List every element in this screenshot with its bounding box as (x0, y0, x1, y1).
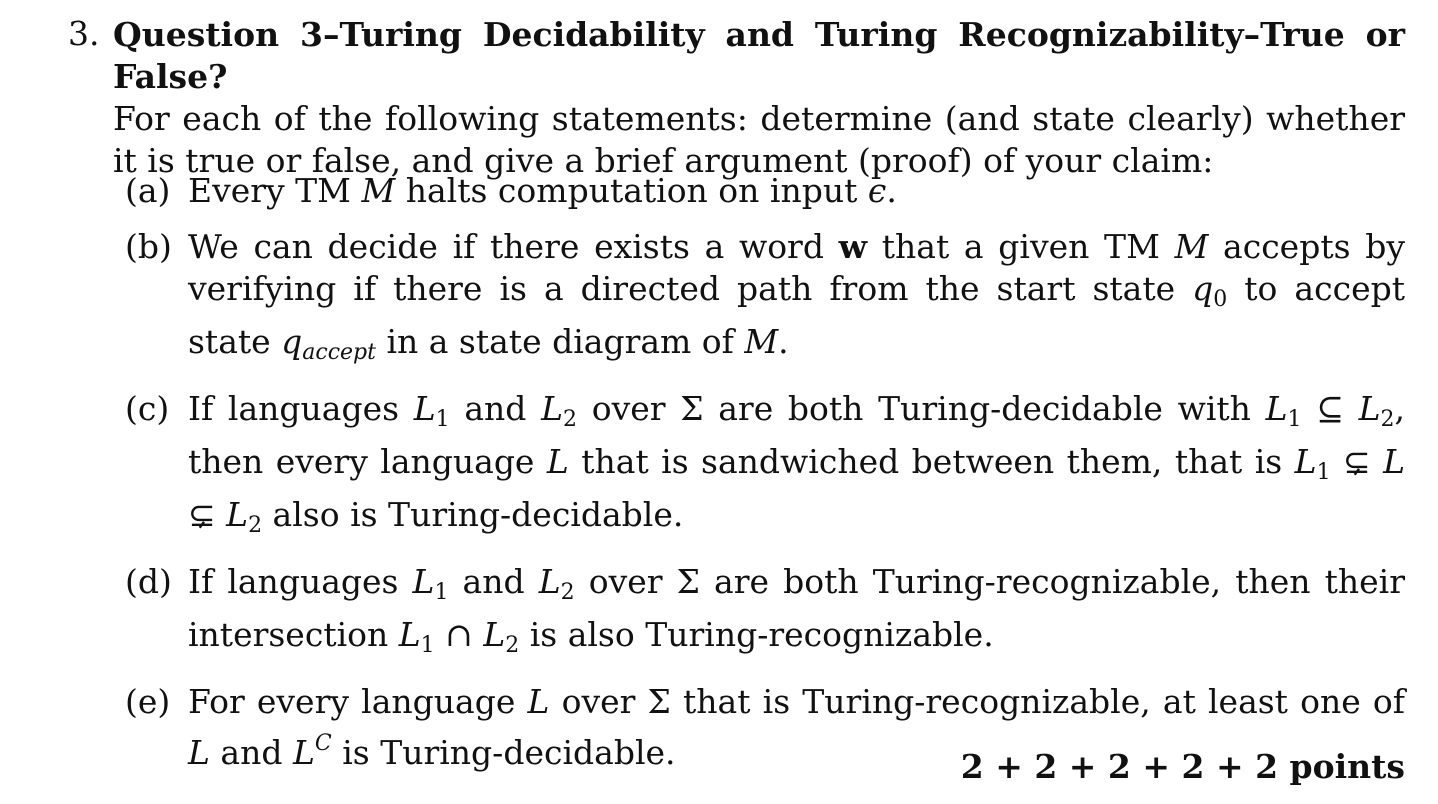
math-symbol: M (744, 322, 779, 361)
math-subscript: 1 (1287, 407, 1302, 432)
text-segment: halts computation on input (395, 171, 868, 210)
math-symbol: w (838, 227, 868, 266)
math-symbol: L (1358, 389, 1381, 428)
statement-c-text (188, 389, 1405, 538)
math-subscript: accept (302, 340, 376, 365)
text-segment: is Turing-decidable. (331, 733, 676, 772)
text-segment: and (209, 733, 293, 772)
text-segment: . (778, 322, 789, 361)
math-symbol: L (412, 562, 435, 601)
statement-a-text (188, 171, 897, 210)
math-subscript: 2 (560, 580, 575, 605)
math-superscript: C (314, 731, 332, 756)
math-symbol: L (527, 682, 550, 721)
text-segment: If languages (188, 562, 413, 601)
math-symbol: L (1294, 442, 1317, 481)
statement-d-label: (d) (125, 562, 172, 601)
statement-c-label: (c) (125, 389, 170, 428)
math-symbol: M (1174, 227, 1209, 266)
math-symbol: L (188, 733, 210, 772)
text-segment: also is Turing-decidable. (262, 495, 684, 534)
statement-b-label: (b) (125, 227, 172, 266)
math-subscript: 2 (505, 633, 520, 658)
math-symbol: Σ (647, 682, 671, 721)
math-symbol: L (541, 389, 564, 428)
question-header (113, 14, 1405, 182)
statement-d (125, 561, 1405, 667)
text-segment: that is Turing-recognizable, at least one of (670, 682, 1405, 721)
question-title: Question 3–Turing Decidability and Turing Recognizability–True or False? (113, 15, 1405, 96)
text-segment: is also Turing-recognizable. (519, 615, 994, 654)
math-operator: ⊆ (1301, 389, 1359, 428)
statement-d-text (188, 562, 1405, 658)
math-symbol: L (226, 495, 249, 534)
math-symbol: M (361, 171, 396, 210)
math-symbol: L (1265, 389, 1288, 428)
question-intro: For each of the following statements: determine (and state clearly) whether it is true or false, and give a brief argument (proof) of your claim: (113, 99, 1405, 180)
text-segment: accepts by verifying if there is a directed path from the start state (188, 227, 1405, 308)
math-symbol: L (398, 615, 421, 654)
statement-list (125, 170, 1405, 788)
statement-c (125, 388, 1405, 547)
text-segment: For every language (188, 682, 528, 721)
math-symbol: Σ (676, 562, 700, 601)
text-segment: over (574, 562, 677, 601)
math-symbol: L (413, 389, 436, 428)
math-symbol: L (538, 562, 561, 601)
statement-e-label: (e) (125, 682, 171, 721)
math-subscript: 1 (1316, 460, 1331, 485)
text-segment: that is sandwiched between them, that is (568, 442, 1295, 481)
math-subscript: 2 (1380, 407, 1395, 432)
math-symbol: ϵ (867, 171, 887, 210)
math-symbol: L (292, 733, 315, 772)
text-segment: are both Turing-decidable with (703, 389, 1266, 428)
math-symbol: L (546, 442, 569, 481)
text-segment: . (886, 171, 897, 210)
text-segment: over (577, 389, 681, 428)
math-operator: ∩ (434, 615, 484, 654)
points-total: 2 + 2 + 2 + 2 + 2 points (960, 747, 1405, 786)
math-symbol: q (1192, 269, 1214, 308)
text-segment: and (448, 562, 539, 601)
question-number: 3. (68, 14, 100, 53)
math-subscript: 2 (563, 407, 578, 432)
math-subscript: 1 (434, 580, 449, 605)
text-segment: and (449, 389, 542, 428)
text-segment: , then every language (188, 389, 1405, 481)
math-subscript: 1 (420, 633, 435, 658)
statement-b (125, 226, 1405, 374)
math-subscript: 2 (248, 513, 263, 538)
math-symbol: L (483, 615, 506, 654)
math-symbol: Σ (680, 389, 704, 428)
statement-a (125, 170, 1405, 212)
text-segment: are both Turing-recognizable, then their intersection (188, 562, 1405, 654)
text-segment: Every TM (188, 171, 362, 210)
text-segment: to accept state (188, 269, 1405, 361)
statement-a-label: (a) (125, 171, 171, 210)
math-operator: ⊊ (1330, 442, 1384, 481)
statement-b-text (188, 227, 1405, 365)
text-segment: We can decide if there exists a word (188, 227, 839, 266)
math-symbol: q (281, 322, 303, 361)
math-subscript: 1 (435, 407, 450, 432)
math-operator: ⊊ (188, 495, 227, 534)
text-segment: If languages (188, 389, 414, 428)
text-segment: in a state diagram of (375, 322, 745, 361)
text-segment: over (549, 682, 648, 721)
text-segment: that a given TM (867, 227, 1175, 266)
math-symbol: L (1383, 442, 1405, 481)
math-subscript: 0 (1213, 287, 1228, 312)
